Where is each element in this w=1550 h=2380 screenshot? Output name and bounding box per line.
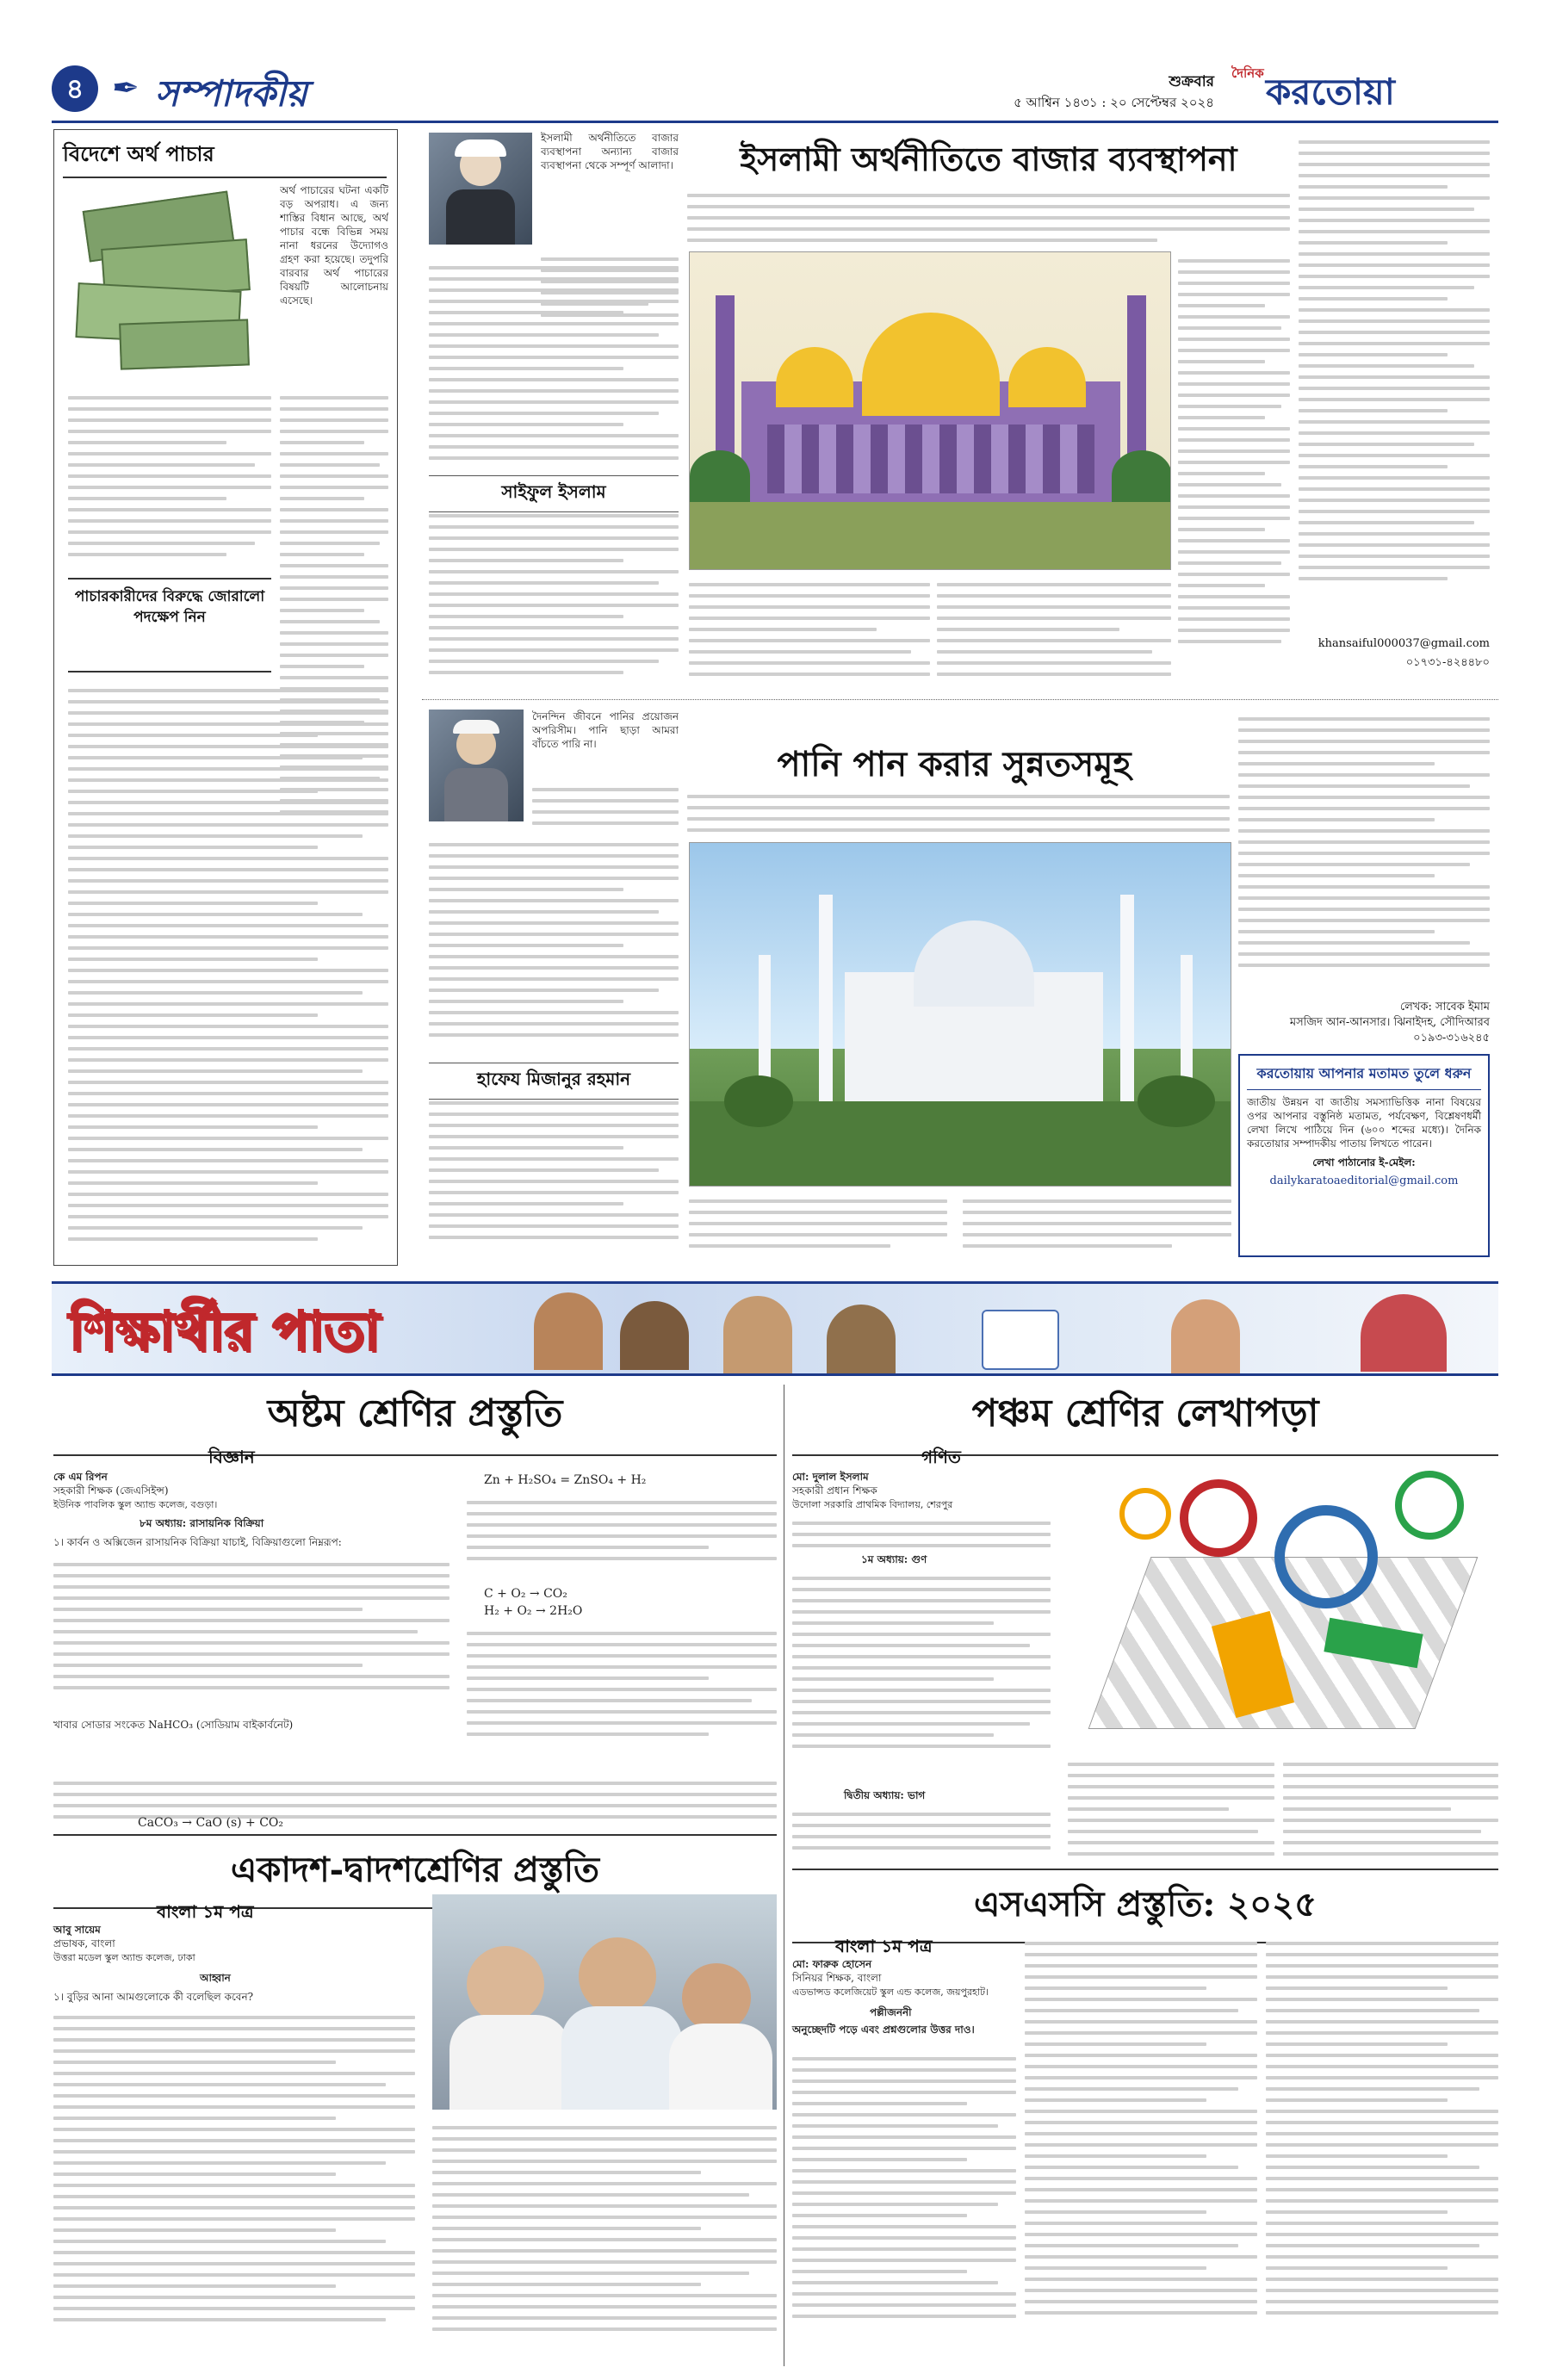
- class8-eq3: H₂ + O₂ → 2H₂O: [484, 1604, 583, 1618]
- class5-text-e: [1283, 1755, 1498, 1867]
- ssc-text-b: [1025, 1934, 1257, 2361]
- student-banner-title: শিক্ষার্থীর পাতা: [69, 1299, 380, 1362]
- article-water: [412, 706, 1498, 1266]
- editorial-box: [53, 129, 398, 1266]
- article-market-lead: ইসলামী অর্থনীতিতে বাজার ব্যবস্থাপনা অন্যান্য বাজার ব্যবস্থাপনা থেকে সম্পূর্ণ আলাদা।: [541, 132, 679, 171]
- class8-subject: বিজ্ঞান: [208, 1447, 255, 1467]
- students-photo: [432, 1894, 777, 2110]
- class8-title: অষ্টম শ্রেণির প্রস্তুতি: [53, 1385, 777, 1456]
- class8-section: [53, 1385, 777, 1763]
- class5-text-b: [792, 1569, 1051, 1784]
- class5-text-d: [1068, 1755, 1274, 1867]
- ssc-text-a: [792, 2049, 1016, 2359]
- class11-lesson: আহ্বান: [200, 1972, 231, 1984]
- class8-author-school: ইউনিক পাবলিক স্কুল অ্যান্ড কলেজ, বগুড়া।: [53, 1499, 218, 1510]
- class5-chapter2: দ্বিতীয় অধ্যায়: ভাগ: [844, 1789, 926, 1801]
- article-market-text-h: [1178, 251, 1290, 682]
- class11-q1: ১। বুড়ির আনা আমগুলোকে কী বলেছিল কবেন?: [53, 1991, 254, 2003]
- article-water-author: হাফেয মিজানুর রহমান: [429, 1063, 679, 1100]
- class8-author: কে এম রিপন: [53, 1471, 108, 1483]
- article-water-text-e: [689, 1192, 947, 1261]
- class11-section: [53, 1834, 777, 2368]
- class8-text-b: [467, 1493, 777, 1579]
- article-water-writer-place: মসজিদ আন-আনসার। ঝিনাইদহ, সৌদিআরব: [1289, 1016, 1490, 1029]
- ssc-subject: বাংলা ১ম পত্র: [835, 1936, 933, 1956]
- class8-text-a: [53, 1555, 450, 1710]
- issue-day: শুক্রবার: [1169, 73, 1214, 90]
- class5-author-role: সহকারী প্রধান শিক্ষক: [792, 1484, 877, 1497]
- ssc-title: এসএসসি প্রস্তুতি: ২০২৫: [792, 1869, 1498, 1943]
- class11-author: আবু সায়েম: [53, 1924, 101, 1936]
- student-banner: [52, 1281, 1498, 1376]
- ssc-author-role: সিনিয়র শিক্ষক, বাংলা: [792, 1972, 882, 1984]
- article-water-writer-phone: ০১৯৩-৩১৬২৪৫: [1413, 1032, 1490, 1044]
- class8-eq2: C + O₂ → CO₂: [484, 1587, 567, 1601]
- editorial-intro: অর্থ পাচারের ঘটনা একটি বড় অপরাধ। এ জন্য শাস্তির বিধান আছে, অর্থ পাচার বন্ধে বিভিন্ন সময় নানা ধরনের উদ্যোগও গ্রহণ করা হয়েছে। তদুপরি বারবার অর্থ পাচারের বিষয়টি আলোচনায় এসেছে।: [280, 184, 388, 307]
- class11-subject: বাংলা ১ম পত্র: [157, 1901, 254, 1922]
- article-market-text-g: [1299, 133, 1490, 623]
- article-market-author: সাইফুল ইসলাম: [429, 475, 679, 512]
- masthead-rule: [52, 121, 1498, 123]
- article-market-text-c: [429, 258, 679, 474]
- ssc-text-c: [1266, 1934, 1498, 2361]
- class5-text-a: [792, 1514, 1051, 1548]
- article-water-text-b: [687, 787, 1230, 839]
- opinion-box: [1238, 1054, 1490, 1257]
- editorial-text-bottom: [68, 681, 388, 1258]
- math-illustration: [1068, 1453, 1498, 1746]
- author-photo-saiful: [429, 133, 532, 245]
- article-market: [412, 129, 1498, 697]
- class5-author-school: উদোলা সরকারি প্রাথমিক বিদ্যালয়, শেরপুর: [792, 1499, 953, 1510]
- paper-name-small: দৈনিক: [1231, 65, 1264, 81]
- class11-author-role: প্রভাষক, বাংলা: [53, 1937, 115, 1949]
- article-water-text-d: [429, 1094, 679, 1257]
- article-market-text-f: [937, 575, 1171, 687]
- article-market-text-b: [687, 186, 1290, 246]
- editorial-pull-quote: পাচারকারীদের বিরুদ্ধে জোরালো পদক্ষেপ নিন: [68, 578, 271, 672]
- class5-text-c: [792, 1805, 1051, 1865]
- article-water-text-g: [1238, 710, 1490, 994]
- pen-icon: ✒: [112, 69, 140, 107]
- class5-subject: গণিত: [921, 1447, 961, 1467]
- opinion-box-title: করতোয়ায় আপনার মতামত তুলে ধরুন: [1247, 1063, 1481, 1090]
- class5-section: [792, 1385, 1498, 1867]
- class5-author: মো: দুলাল ইসলাম: [792, 1471, 869, 1483]
- article-market-email: khansaiful000037@gmail.com: [1318, 637, 1490, 650]
- class11-text-a: [53, 2008, 415, 2361]
- ssc-author-school: এডভান্সড কলেজিয়েট স্কুল এন্ড কলেজ, জয়পুরহাট।: [792, 1986, 989, 1998]
- mosque-photo: [689, 842, 1231, 1187]
- article-market-text-d: [429, 506, 679, 687]
- editorial-text-left: [68, 388, 271, 569]
- article-water-text-c: [429, 835, 679, 1059]
- section-title: সম্পাদকীয়: [155, 72, 307, 115]
- class8-chapter: ৮ম অধ্যায়: রাসায়নিক বিক্রিয়া: [140, 1517, 264, 1529]
- mosque-illustration: [689, 251, 1171, 570]
- money-image: [68, 183, 275, 381]
- class8-eq4: CaCO₃ → CaO (s) + CO₂: [138, 1816, 284, 1830]
- class5-chapter1: ১ম অধ্যায়: গুণ: [861, 1553, 927, 1565]
- class8-author-role: সহকারী শিক্ষক (জেএসিইন্স): [53, 1484, 169, 1497]
- class8-nahco3: খাবার সোডার সংকেত NaHCO₃ (সোডিয়াম বাইকার্বনেট): [53, 1719, 294, 1731]
- class11-author-school: উত্তরা মডেল স্কুল অ্যান্ড কলেজ, ঢাকা: [53, 1952, 195, 1963]
- article-water-text-f: [963, 1192, 1231, 1261]
- editorial-title: বিদেশে অর্থ পাচার: [63, 139, 387, 178]
- class5-title: পঞ্চম শ্রেণির লেখাপড়া: [792, 1385, 1498, 1456]
- ssc-section: [792, 1869, 1498, 2368]
- class11-text-b: [432, 2118, 777, 2359]
- article-market-phone: ০১৭৩১-৪২৪৪৮০: [1405, 656, 1490, 669]
- class8-q1: ১। কার্বন ও অক্সিজেন রাসায়নিক বিক্রিয়া যাচাই, বিক্রিয়াগুলো নিম্নরূপ:: [53, 1536, 342, 1548]
- opinion-box-email-label: লেখা পাঠানোর ই-মেইল:: [1312, 1156, 1416, 1168]
- page-number-badge: ৪: [52, 65, 98, 112]
- article-water-text-a: [532, 780, 679, 832]
- article-water-title: পানি পান করার সুন্নতসমূহ: [777, 744, 1132, 784]
- article-divider: [422, 699, 1498, 700]
- class8-text-c: [467, 1624, 777, 1762]
- author-photo-mizanur: [429, 710, 524, 821]
- issue-date: ৫ আশ্বিন ১৪৩১ : ২০ সেপ্টেম্বর ২০২৪: [1014, 95, 1214, 110]
- ssc-question-title: অনুচ্ছেদটি পড়ে এবং প্রশ্নগুলোর উত্তর দাও।: [792, 2024, 975, 2036]
- ssc-lesson: পল্লীজননী: [870, 2006, 912, 2018]
- class8-eq1: Zn + H₂SO₄ = ZnSO₄ + H₂: [484, 1473, 647, 1487]
- class11-title: একাদশ-দ্বাদশশ্রেণির প্রস্তুতি: [53, 1834, 777, 1909]
- article-water-lead: দৈনন্দিন জীবনে পানির প্রয়োজন অপরিসীম। পানি ছাড়া আমরা বাঁচতে পারি না।: [532, 710, 679, 750]
- article-water-writer-note: লেখক: সাবেক ইমাম: [1399, 1001, 1490, 1013]
- ssc-author: মো: ফারুক হোসেন: [792, 1958, 872, 1970]
- masthead: [52, 60, 1498, 121]
- opinion-box-email: dailykaratoaeditorial@gmail.com: [1269, 1175, 1459, 1187]
- article-market-text-e: [689, 575, 930, 687]
- opinion-box-body: জাতীয় উন্নয়ন বা জাতীয় সমস্যাভিত্তিক নানা বিষয়ের ওপর আপনার বস্তুনিষ্ঠ মতামত, পর্যবেক্ষণ, বিশ্লেষণধর্মী লেখা লিখে পাঠিয়ে দিন (৬০০ শব্দের মধ্যে)। দৈনিক করতোয়ার সম্পাদকীয় পাতায় লিখতে পারেন।: [1247, 1096, 1481, 1150]
- article-market-title: ইসলামী অর্থনীতিতে বাজার ব্যবস্থাপনা: [740, 139, 1237, 178]
- paper-logo: করতোয়া: [1266, 71, 1395, 113]
